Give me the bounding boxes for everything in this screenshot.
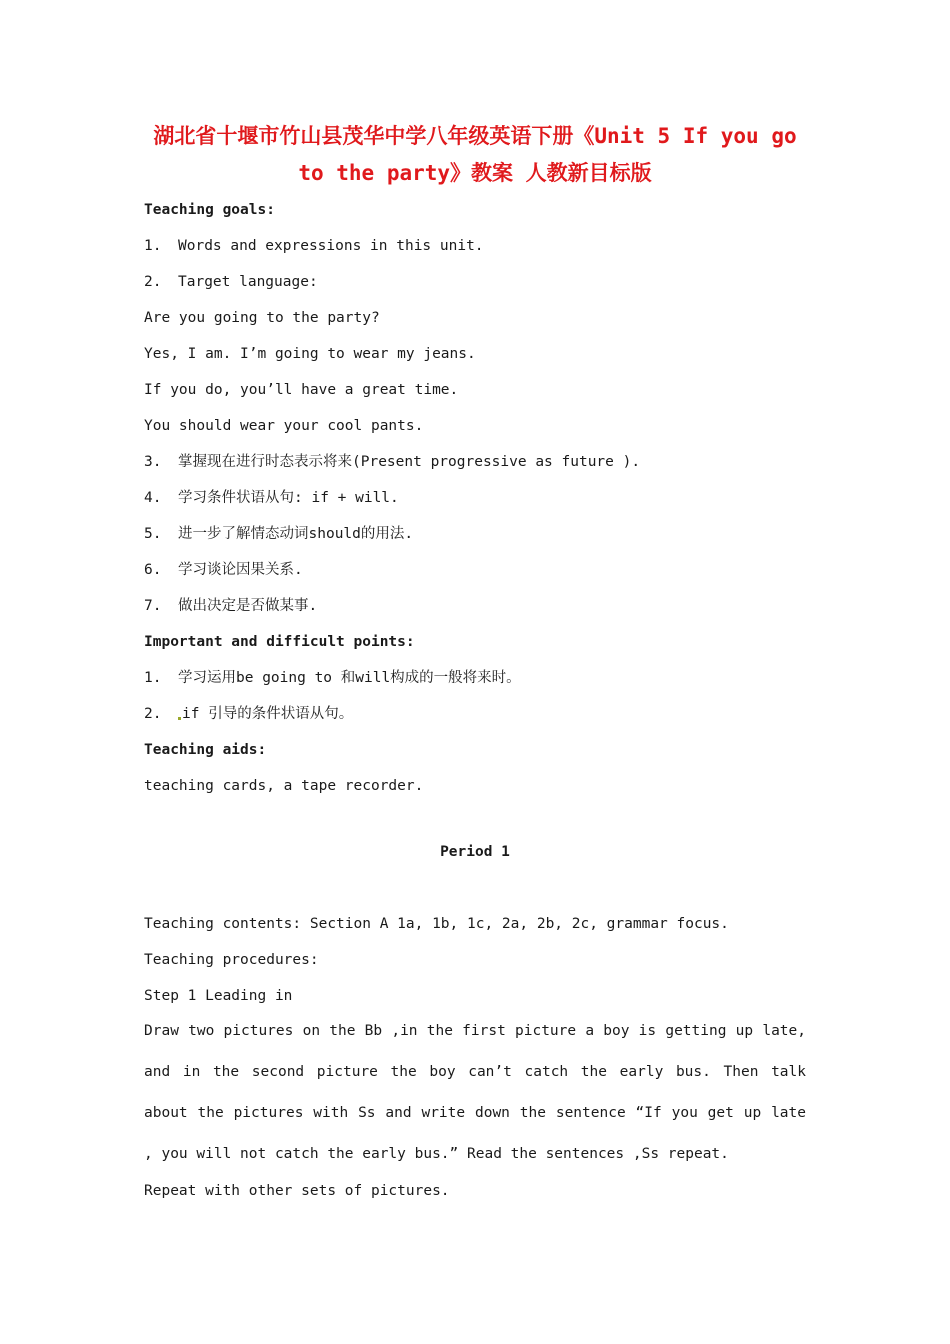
goal-number: 2.: [144, 274, 162, 290]
goal-text: Target language:: [178, 274, 318, 290]
title-line-1: 湖北省十堰市竹山县茂华中学八年级英语下册《Unit 5 If you go: [153, 124, 797, 148]
target-sentence-4: You should wear your cool pants.: [144, 418, 424, 434]
goal-number: 1.: [144, 238, 162, 254]
goal-item-5: [144, 524, 413, 544]
step-1-paragraph: Draw two pictures on the Bb ,in the first picture a boy is getting up late, and in the second picture the boy can’t catch the early bus. Then talk about the pictures with Ss and write down the sentence “If you get up late , you will not catch the early bus.” Read the sentences ,Ss repeat.: [144, 1023, 806, 1162]
teaching-contents: Teaching contents: Section A 1a, 1b, 1c, 2a, 2b, 2c, grammar focus.: [144, 916, 729, 932]
target-sentence-3: If you do, you’ll have a great time.: [144, 382, 459, 398]
title-line-2: to the party》教案 人教新目标版: [298, 161, 652, 185]
step-1-heading: Step 1 Leading in: [144, 988, 293, 1004]
teaching-procedures: Teaching procedures:: [144, 952, 319, 968]
point-item-1: [144, 668, 521, 688]
goal-number: 4.: [144, 490, 162, 506]
teaching-aids-heading: Teaching aids:: [144, 742, 267, 758]
point-number: 2.: [144, 706, 162, 722]
goal-item-4: [144, 488, 399, 508]
goal-item-3: [144, 452, 640, 472]
goal-text: 掌握现在进行时态表示将来(Present progressive as future ).: [178, 454, 641, 470]
document-title: [120, 118, 830, 192]
point-number: 1.: [144, 670, 162, 686]
goal-text: 学习谈论因果关系.: [178, 562, 303, 578]
point-text: 学习运用be going to 和will构成的一般将来时。: [178, 670, 521, 686]
goal-item-2: [144, 272, 318, 292]
teaching-aids-text: teaching cards, a tape recorder.: [144, 778, 424, 794]
period-heading: Period 1: [440, 844, 510, 860]
point-text: if 引导的条件状语从句。: [182, 706, 354, 722]
goal-item-6: [144, 560, 303, 580]
goal-text: 做出决定是否做某事.: [178, 598, 318, 614]
goal-text: 学习条件状语从句: if + will.: [178, 490, 399, 506]
goal-number: 6.: [144, 562, 162, 578]
target-sentence-1: Are you going to the party?: [144, 310, 380, 326]
teaching-goals-heading: Teaching goals:: [144, 202, 275, 218]
goal-item-1: [144, 236, 484, 256]
goal-text: 进一步了解情态动词should的用法.: [178, 526, 414, 542]
goal-text: Words and expressions in this unit.: [178, 238, 484, 254]
goal-item-7: [144, 596, 317, 616]
point-item-2: [144, 704, 353, 724]
goal-number: 3.: [144, 454, 162, 470]
target-sentence-2: Yes, I am. I’m going to wear my jeans.: [144, 346, 476, 362]
marker-dot-icon: [178, 717, 181, 720]
repeat-instruction: Repeat with other sets of pictures.: [144, 1183, 450, 1199]
goal-number: 7.: [144, 598, 162, 614]
goal-number: 5.: [144, 526, 162, 542]
important-points-heading: Important and difficult points:: [144, 634, 415, 650]
